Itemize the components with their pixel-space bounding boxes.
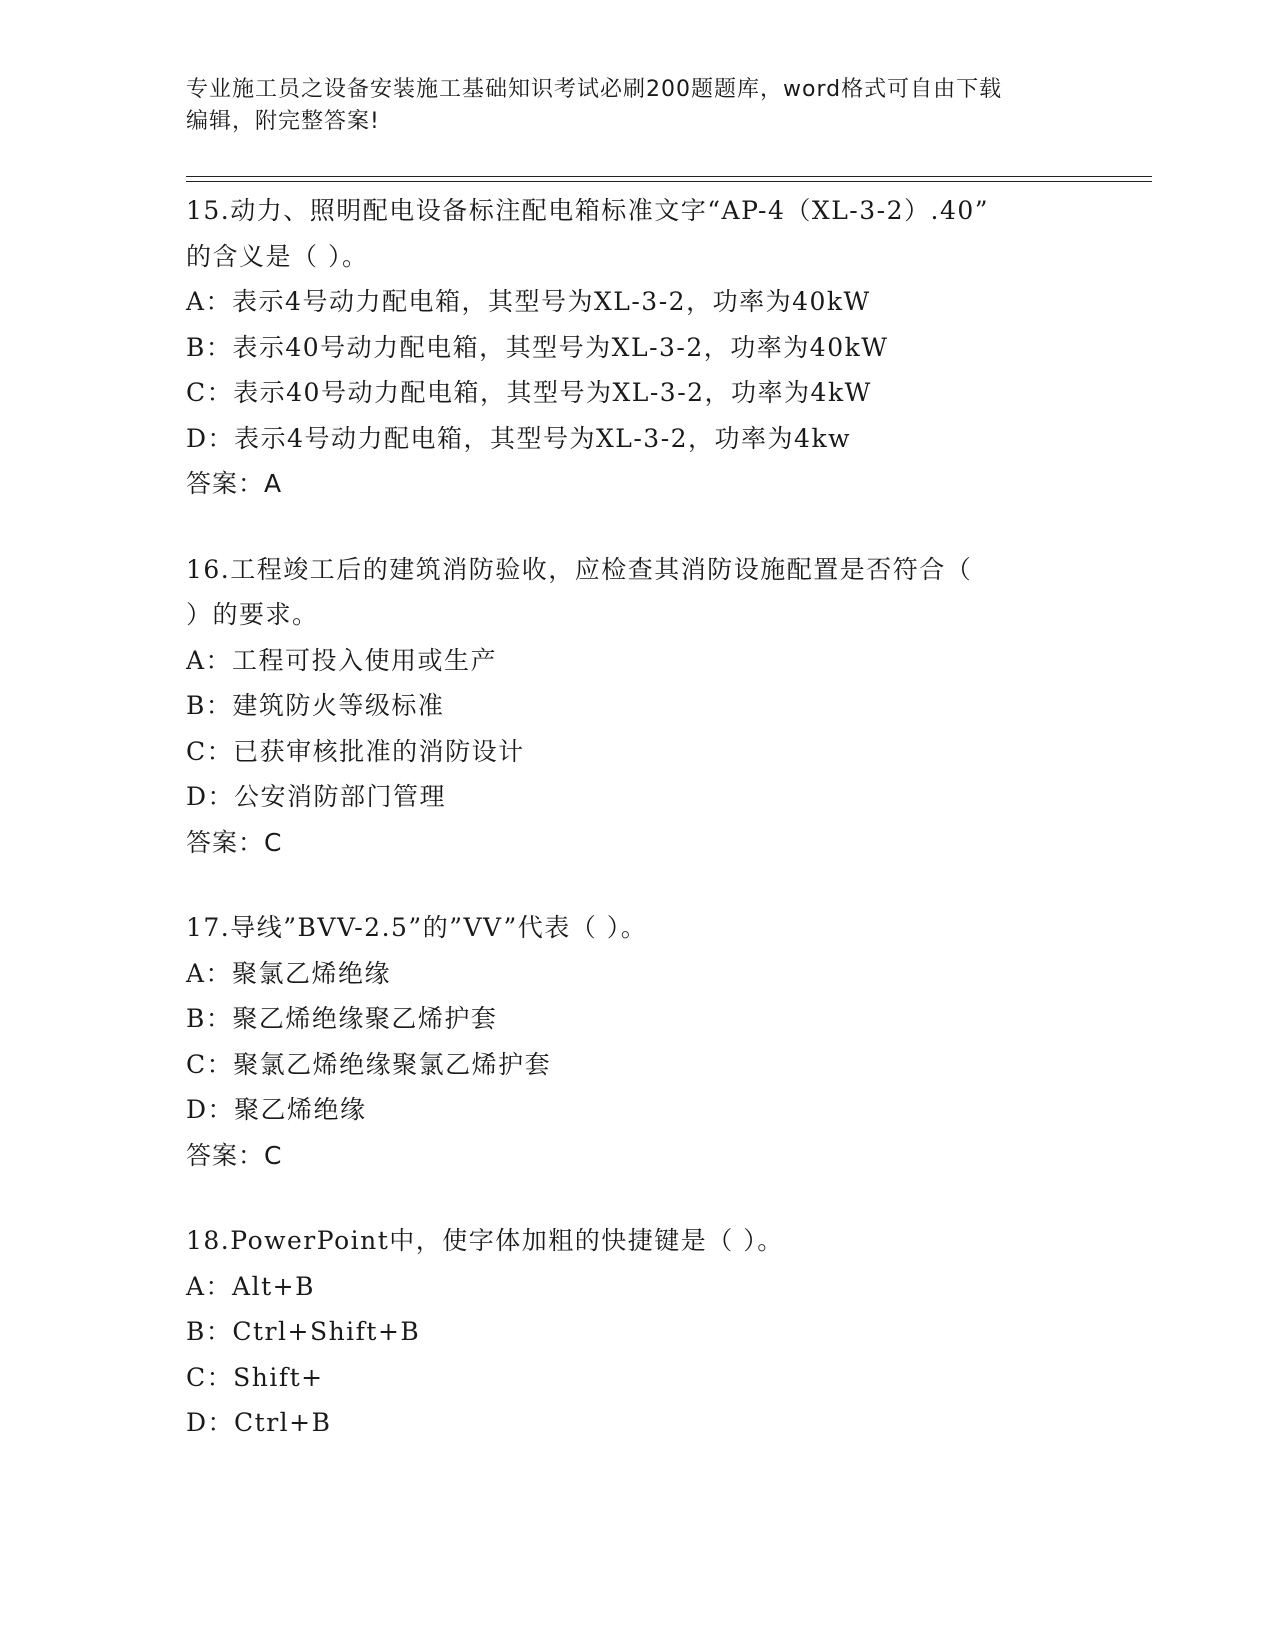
option-a: A：Alt+B (186, 1271, 315, 1301)
option-d: D：公安消防部门管理 (186, 782, 447, 811)
question-list (186, 188, 1086, 1486)
answer: 答案：C (186, 827, 283, 857)
option-c: C：表示40号动力配电箱，其型号为XL-3-2，功率为4kW (186, 378, 872, 407)
option-a: A：工程可投入使用或生产 (186, 645, 498, 675)
question-16 (186, 547, 1086, 866)
option-d: D：Ctrl+B (186, 1408, 332, 1437)
option-b: B：聚乙烯绝缘聚乙烯护套 (186, 1004, 498, 1033)
question-stem: 17.导线”BVV-2.5”的”VV”代表（ ）。 (186, 913, 648, 942)
question-stem: 18.PowerPoint中，使字体加粗的快捷键是（ ）。 (186, 1226, 784, 1255)
question-15 (186, 188, 1086, 507)
option-c: C：已获审核批准的消防设计 (186, 736, 525, 766)
option-b: B：Ctrl+Shift+B (186, 1317, 421, 1346)
option-d: D：聚乙烯绝缘 (186, 1095, 367, 1124)
option-d: D：表示4号动力配电箱，其型号为XL-3-2，功率为4kw (186, 423, 852, 453)
header-divider-bottom (186, 181, 1152, 182)
option-c: C：Shift+ (186, 1362, 324, 1392)
answer: 答案：A (186, 469, 283, 498)
header-line-1: 专业施工员之设备安装施工基础知识考试必刷200题题库，word格式可自由下载 (186, 77, 1003, 102)
question-stem: 16.工程竣工后的建筑消防验收，应检查其消防设施配置是否符合（ (186, 554, 973, 584)
question-18 (186, 1218, 1086, 1446)
option-b: B：表示40号动力配电箱，其型号为XL-3-2，功率为40kW (186, 332, 889, 362)
document-header (186, 74, 1066, 138)
option-a: A：聚氯乙烯绝缘 (186, 958, 392, 988)
option-a: A：表示4号动力配电箱，其型号为XL-3-2，功率为40kW (186, 287, 871, 316)
option-c: C：聚氯乙烯绝缘聚氯乙烯护套 (186, 1049, 552, 1079)
header-line-2: 编辑，附完整答案! (186, 109, 380, 134)
question-stem: 15.动力、照明配电设备标注配电箱标准文字“AP-4（XL-3-2）.40” (186, 196, 990, 225)
question-stem-continued: 的含义是（ ）。 (186, 241, 369, 271)
question-stem-continued: ）的要求。 (186, 600, 319, 629)
answer: 答案：C (186, 1140, 283, 1170)
question-17 (186, 905, 1086, 1178)
option-b: B：建筑防火等级标准 (186, 691, 445, 720)
header-divider-top (186, 176, 1152, 177)
